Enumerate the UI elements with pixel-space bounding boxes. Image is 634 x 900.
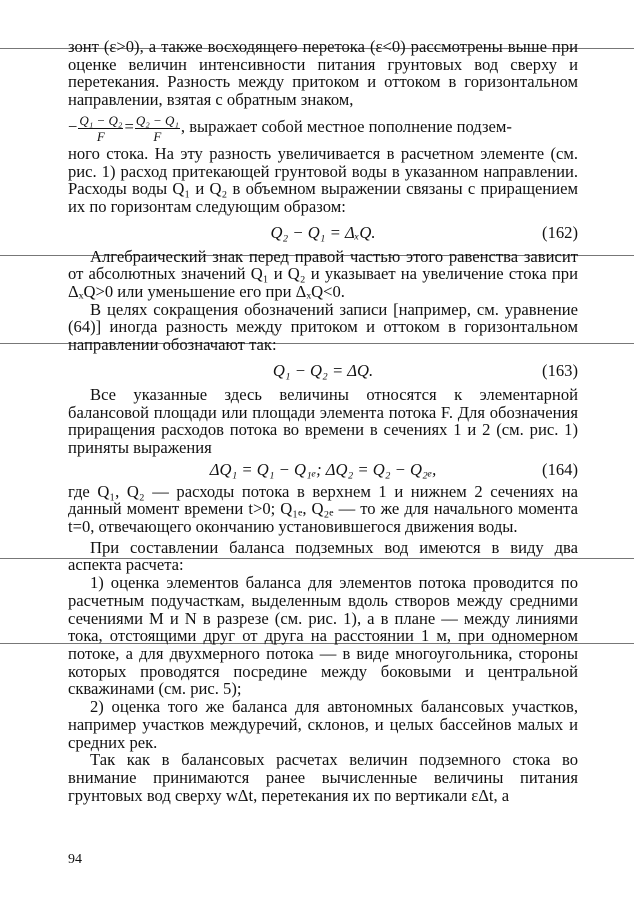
equation-162-number: (162) [542,222,578,242]
fraction-2-denominator: F [153,128,162,144]
equation-162-body: Q₂ − Q₁ = ΔₓQ. [270,222,376,242]
paragraph-5: Все указанные здесь величины относятся к элементарной балансовой площади или площади элемента потока F. Для обозначения приращения расходов потока во времени в сечениях 1 и 2 (см. рис. 1) приняты выражения [68,384,578,457]
paragraph-2: ного стока. На эту разность увеличивается в расчетном элементе (см. рис. 1) расход притекающей грунтовой воды в указанном направлении. Расходы воды Q₁ и Q₂ в объемном выражении связаны с приращением их по горизонтам следующим образом: [68,143,578,216]
paragraph-4: В целях сокращения обозначений записи [например, см. уравнение (64)] иногда разность между притоком и оттоком в горизонтальном направлении обозначают так: [68,299,578,355]
paragraph-7: При составлении баланса подземных вод имеются в виду два аспекта расчета: [68,537,578,575]
fraction-1-numerator: Q₁ − Q₂ [79,112,123,128]
paragraph-6: где Q₁, Q₂ — расходы потока в верхнем 1 и нижнем 2 сечениях на данный момент времени t>0; Q₁ₑ, Q₂ₑ — то же для начального момента t=0, отвечающего окончанию установившегося движения воды. [68,481,578,537]
paragraph-1: зонт (ε>0), а также восходящего перетока (ε<0) рассмотрены выше при оценке величин интенсивности питания грунтовых вод сверху и перетекания. Разность между притоком и оттоком в горизонтальном направлении, взятая с обратным знаком, [68,37,578,110]
equation-164-body: ΔQ₁ = Q₁ − Q₁ₑ; ΔQ₂ = Q₂ − Q₂ₑ, [209,459,437,479]
equation-163 [68,360,578,382]
fraction-2-numerator: Q₂ − Q₁ [135,112,179,128]
paragraph-8: 1) оценка элементов баланса для элементов потока проводится по расчетным подучасткам, выделенным вдоль створов между средними сечениями M и N в разрезе (см. рис. 1), а в плане — между линиями тока, отстоящими друг от друга на расстоянии 1 м, при одномерном потоке, а для двухмерного потока — в виде многоугольника, стороны которых проводятся посредине между боковыми и центральной скважинами (см. рис. 5); [68,573,578,699]
paragraph-10: Так как в балансовых расчетах величин подземного стока во внимание принимаются ранее вычисленные величины питания грунтовых вод сверху wΔt, перетекания их по вертикали εΔt, а [68,750,578,805]
page-body [68,38,578,804]
fraction-1 [78,113,123,144]
fraction-2 [135,113,180,144]
fraction-line: − $\frac{\text{Q₁ − Q₂}}{F}$ = $\frac{\text{Q₂ − Q₁}}{F}$ , выражает собой местное пополнение подзем- [68,112,512,144]
equation-163-body: Q₁ − Q₂ = ΔQ. [272,360,374,380]
equation-164 [68,459,578,481]
page-number: 94 [68,852,82,867]
fraction-tail-text: , выражает собой местное пополнение подзем- [180,116,512,136]
paragraph-3: Алгебраический знак перед правой частью этого равенства зависит от абсолютных значений Q₁ и Q₂ и указывает на увеличение стока при ΔₓQ>0 или уменьшение его при ΔₓQ<0. [68,246,578,302]
fraction-equals: = [124,116,134,136]
paragraph-9: 2) оценка того же баланса для автономных балансовых участков, например участков междуречий, склонов, и целых бассейнов малых и средних рек. [68,697,578,752]
equation-164-number: (164) [542,459,578,479]
fraction-1-denominator: F [96,128,105,144]
equation-163-number: (163) [542,360,578,380]
equation-162 [68,222,578,244]
